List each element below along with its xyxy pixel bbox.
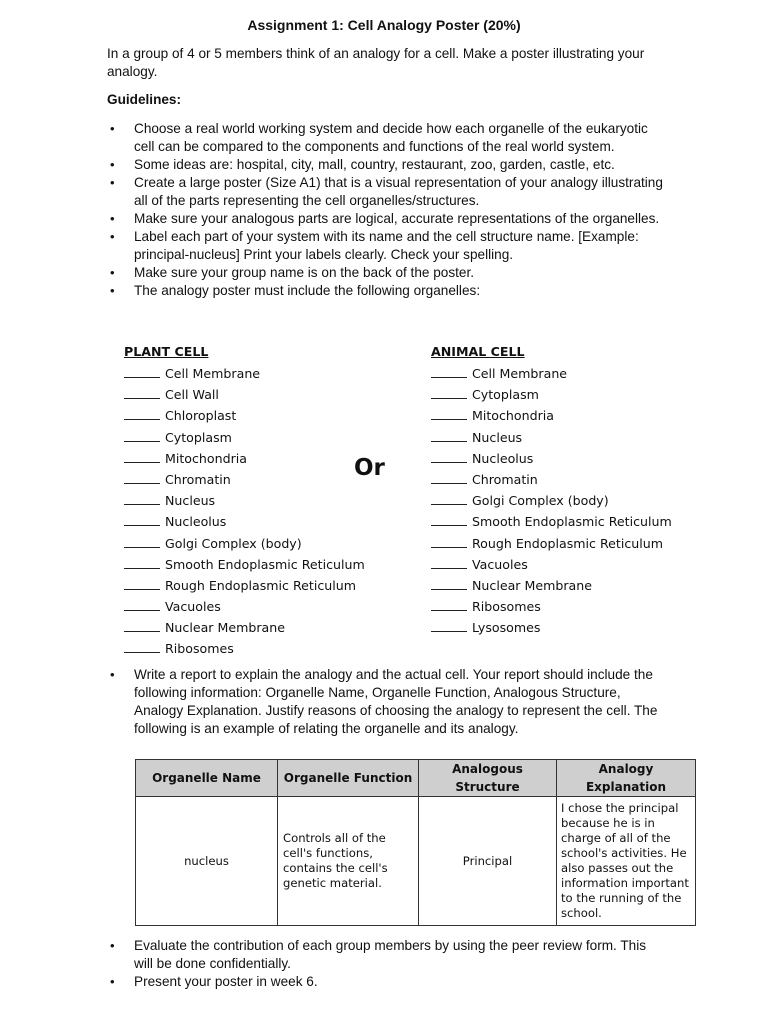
organelle-label: Cell Wall	[165, 387, 219, 403]
organelle-item	[431, 363, 672, 384]
answer-blank	[431, 490, 467, 505]
answer-blank	[124, 490, 160, 505]
organelle-label: Nuclear Membrane	[165, 620, 285, 636]
organelle-label: Smooth Endoplasmic Reticulum	[165, 556, 365, 572]
organelle-item	[124, 490, 365, 511]
organelle-item	[124, 533, 365, 554]
plant-cell-heading: PLANT CELL	[124, 344, 209, 359]
animal-cell-heading: ANIMAL CELL	[431, 344, 525, 359]
organelle-label: Mitochondria	[472, 408, 554, 424]
organelle-label: Cytoplasm	[165, 429, 232, 445]
example-table	[135, 759, 696, 926]
report-list	[107, 666, 667, 738]
organelle-item	[124, 448, 365, 469]
guideline-item: • Label each part of your system with its name and the cell structure name. [Example: principal-nucleus] Print your labels clearly. Check your spelling.	[107, 228, 667, 264]
organelle-label: Vacuoles	[165, 599, 221, 615]
answer-blank	[124, 596, 160, 611]
intro-paragraph: In a group of 4 or 5 members think of an analogy for a cell. Make a poster illustrating your analogy.	[107, 46, 645, 79]
animal-cell-list	[431, 363, 672, 638]
report-bullet: • Write a report to explain the analogy and the actual cell. Your report should include the following information: Organelle Name, Organelle Function, Analogous Structure, Analogy Explanation. Justify reasons of choosing the analogy to represent the cell. The following is an example of relating the organelle and its analogy.	[107, 666, 667, 738]
answer-blank	[431, 554, 467, 569]
answer-blank	[124, 405, 160, 420]
answer-blank	[431, 533, 467, 548]
table-header-row	[136, 760, 696, 797]
document-title: Assignment 1: Cell Analogy Poster (20%)	[247, 17, 521, 33]
organelle-label: Rough Endoplasmic Reticulum	[472, 535, 663, 551]
answer-blank	[124, 363, 160, 378]
organelle-item	[124, 617, 365, 638]
organelle-item	[431, 596, 672, 617]
answer-blank	[431, 617, 467, 632]
organelle-item	[124, 511, 365, 532]
final-bullet: • Evaluate the contribution of each group members by using the peer review form. This will be done confidentially.	[107, 937, 667, 973]
plant-cell-list	[124, 363, 365, 660]
organelle-item	[124, 384, 365, 405]
organelle-label: Vacuoles	[472, 556, 528, 572]
answer-blank	[431, 596, 467, 611]
organelle-item	[431, 427, 672, 448]
organelle-item	[124, 405, 365, 426]
organelle-item	[124, 575, 365, 596]
organelle-label: Nucleus	[472, 429, 523, 445]
organelle-item	[431, 617, 672, 638]
organelle-item	[431, 448, 672, 469]
header-organelle-function: Organelle Function	[278, 760, 419, 797]
answer-blank	[431, 448, 467, 463]
organelle-item	[431, 384, 672, 405]
guideline-item: • Make sure your analogous parts are logical, accurate representations of the organelles.	[107, 210, 667, 228]
table-row	[136, 797, 696, 926]
organelle-label: Ribosomes	[472, 599, 541, 615]
organelle-label: Smooth Endoplasmic Reticulum	[472, 514, 672, 530]
answer-blank	[431, 511, 467, 526]
cell-analogy-explanation: I chose the principal because he is in charge of all of the school's activities. He also passes out the information important to the running of the school.	[557, 797, 696, 926]
organelle-label: Golgi Complex (body)	[165, 535, 302, 551]
organelle-item	[124, 638, 365, 659]
header-analogous-structure: Analogous Structure	[419, 760, 557, 797]
organelle-label: Rough Endoplasmic Reticulum	[165, 577, 356, 593]
organelle-item	[124, 596, 365, 617]
organelle-item	[431, 575, 672, 596]
guideline-item: • Create a large poster (Size A1) that is a visual representation of your analogy illustrating all of the parts representing the cell organelles/structures.	[107, 174, 667, 210]
answer-blank	[124, 384, 160, 399]
organelle-item	[431, 469, 672, 490]
answer-blank	[124, 448, 160, 463]
answer-blank	[431, 575, 467, 590]
organelle-label: Cell Membrane	[472, 366, 568, 381]
answer-blank	[124, 554, 160, 569]
organelle-label: Chromatin	[165, 471, 231, 487]
organelle-item	[124, 363, 365, 384]
answer-blank	[124, 575, 160, 590]
organelle-item	[431, 490, 672, 511]
organelle-item	[124, 554, 365, 575]
guideline-item: • Choose a real world working system and decide how each organelle of the eukaryotic cell can be compared to the components and functions of the real world system.	[107, 120, 667, 156]
answer-blank	[124, 469, 160, 484]
organelle-label: Nucleus	[165, 493, 216, 509]
cell-organelle-name: nucleus	[136, 797, 278, 926]
animal-cell-column	[431, 343, 672, 638]
organelle-label: Ribosomes	[165, 641, 234, 657]
organelle-item	[124, 427, 365, 448]
guideline-item: • Make sure your group name is on the back of the poster.	[107, 264, 667, 282]
answer-blank	[431, 405, 467, 420]
organelle-label: Mitochondria	[165, 450, 247, 466]
or-label: Or	[354, 455, 385, 481]
answer-blank	[124, 638, 160, 653]
guideline-item: • Some ideas are: hospital, city, mall, country, restaurant, zoo, garden, castle, etc.	[107, 156, 667, 174]
final-list	[107, 937, 667, 991]
answer-blank	[124, 427, 160, 442]
organelle-label: Chloroplast	[165, 408, 237, 424]
guidelines-heading: Guidelines:	[107, 92, 182, 107]
cell-organelle-function: Controls all of the cell's functions, contains the cell's genetic material.	[278, 797, 419, 926]
organelle-item	[431, 554, 672, 575]
answer-blank	[431, 427, 467, 442]
organelle-label: Cytoplasm	[472, 387, 539, 403]
answer-blank	[431, 469, 467, 484]
organelle-label: Nuclear Membrane	[472, 577, 592, 593]
answer-blank	[124, 617, 160, 632]
header-analogy-explanation: Analogy Explanation	[557, 760, 696, 797]
final-bullet: • Present your poster in week 6.	[107, 973, 667, 991]
organelle-item	[431, 511, 672, 532]
answer-blank	[431, 384, 467, 399]
organelle-label: Golgi Complex (body)	[472, 493, 609, 509]
organelle-label: Chromatin	[472, 471, 538, 487]
answer-blank	[431, 363, 467, 378]
organelle-label: Cell Membrane	[165, 366, 261, 381]
header-organelle-name: Organelle Name	[136, 760, 278, 797]
answer-blank	[124, 511, 160, 526]
organelle-item	[431, 405, 672, 426]
organelle-item	[124, 469, 365, 490]
organelle-item	[431, 533, 672, 554]
organelle-label: Nucleolus	[165, 514, 227, 530]
plant-cell-column	[124, 343, 365, 660]
guideline-item: • The analogy poster must include the following organelles:	[107, 282, 667, 300]
organelle-label: Lysosomes	[472, 620, 541, 636]
answer-blank	[124, 533, 160, 548]
guidelines-list	[107, 120, 667, 300]
cell-analogous-structure: Principal	[419, 797, 557, 926]
organelle-label: Nucleolus	[472, 450, 534, 466]
